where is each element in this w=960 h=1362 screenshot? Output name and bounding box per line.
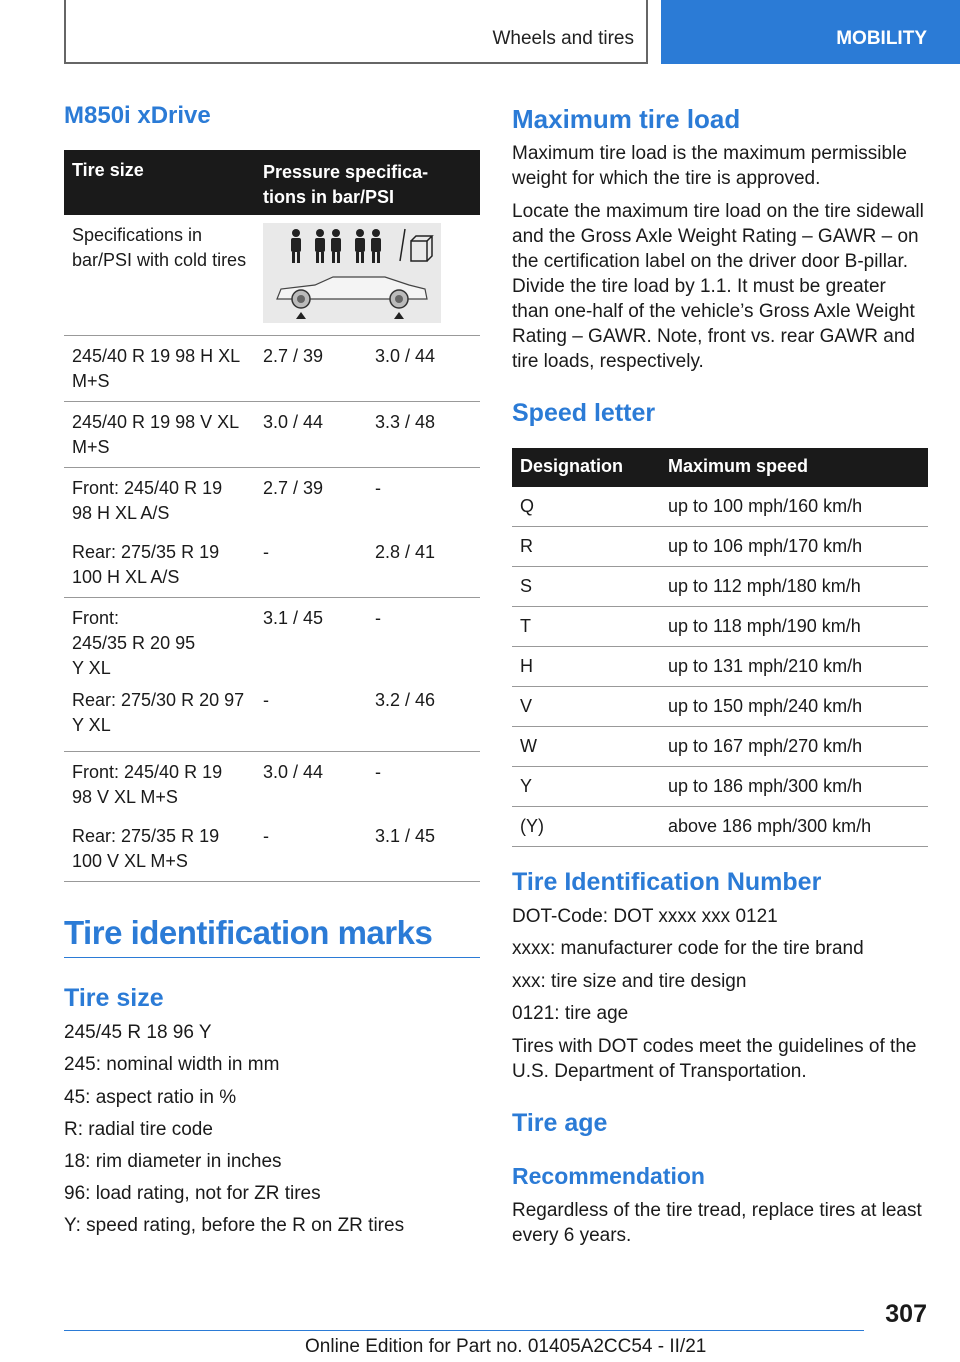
speed-table-header xyxy=(512,448,928,487)
table-row xyxy=(512,487,928,527)
cell-pressure-rear: 3.2 / 46 xyxy=(375,690,436,710)
cell-pressure-front: 2.7 / 39 xyxy=(263,478,324,498)
tire-age-heading: Tire age xyxy=(512,1109,608,1137)
cell-tire-size: Front: 245/40 R 19 98 V XL M+S xyxy=(72,762,223,807)
table-row xyxy=(512,647,928,687)
speed-table xyxy=(512,448,928,847)
cell-tire-size: Rear: 275/35 R 19 100 H XL A/S xyxy=(72,542,220,587)
table-row xyxy=(64,598,480,686)
cell-pressure-front: 3.0 / 44 xyxy=(263,412,324,432)
header-pressure-specs: Pressure specifica- tions in bar/PSI xyxy=(263,162,429,207)
vehicle-load-icon xyxy=(263,223,441,323)
page-number: 307 xyxy=(885,1300,927,1328)
tin-line: xxx: tire size and tire design xyxy=(512,971,747,992)
table-row xyxy=(64,816,480,882)
spec-label: Specifications in bar/PSI with cold tires xyxy=(72,225,247,270)
cell-pressure-rear: 3.1 / 45 xyxy=(375,826,436,846)
table-row xyxy=(64,402,480,468)
max-load-heading: Maximum tire load xyxy=(512,104,741,134)
model-title: M850i xDrive xyxy=(64,102,211,129)
cell-max-speed: up to 186 mph/300 km/h xyxy=(668,776,863,796)
cell-pressure-front: - xyxy=(263,826,269,846)
cell-pressure-front: - xyxy=(263,542,269,562)
tire-size-line: 96: load rating, not for ZR tires xyxy=(64,1183,321,1204)
table-row xyxy=(512,807,928,847)
cell-designation: V xyxy=(520,696,533,716)
tin-line: 0121: tire age xyxy=(512,1003,629,1024)
cell-pressure-front: 3.1 / 45 xyxy=(263,608,324,628)
cell-tire-size: Front: 245/40 R 19 98 H XL A/S xyxy=(72,478,223,523)
cell-tire-size: Rear: 275/35 R 19 100 V XL M+S xyxy=(72,826,220,871)
load-diagram xyxy=(263,223,441,323)
tire-marks-heading: Tire identification marks xyxy=(64,914,433,951)
tire-size-line: 245: nominal width in mm xyxy=(64,1054,280,1075)
cell-pressure-rear: - xyxy=(375,762,381,782)
cell-max-speed: up to 100 mph/160 km/h xyxy=(668,496,863,516)
tire-size-line: Y: speed rating, before the R on ZR tires xyxy=(64,1215,405,1236)
section-title: Wheels and tires xyxy=(492,28,634,49)
cell-max-speed: up to 150 mph/240 km/h xyxy=(668,696,863,716)
cell-pressure-front: - xyxy=(263,690,269,710)
chapter-title: MOBILITY xyxy=(836,28,927,49)
cell-designation: W xyxy=(520,736,537,756)
cell-pressure-rear: - xyxy=(375,478,381,498)
cell-pressure-rear: 3.3 / 48 xyxy=(375,412,436,432)
tin-paragraph: Tires with DOT codes meet the guidelines of the U.S. Department of Transportation. xyxy=(512,1036,917,1082)
table-row xyxy=(64,336,480,402)
table-row xyxy=(64,686,480,752)
table-row xyxy=(512,687,928,727)
max-load-paragraph-2: Locate the maximum tire load on the tire sidewall and the Gross Axle Weight Rating – GAWR – on the certification label on the driver door B-pillar. Divide the tire load by 1.1. It must be greater than one-half of the vehicle’s Gross Axle Weight Rating – GAWR. Note, front vs. rear GAWR and tire loads, respectively. xyxy=(512,201,924,372)
cell-designation: S xyxy=(520,576,533,596)
header-section-tab xyxy=(64,0,648,64)
cell-designation: Q xyxy=(520,496,535,516)
cell-designation: T xyxy=(520,616,531,636)
header-chapter-tab xyxy=(661,0,960,64)
table-row-spec xyxy=(64,215,480,336)
max-load-paragraph-1: Maximum tire load is the maximum permissible weight for which the tire is approved. xyxy=(512,143,907,189)
heading-rule xyxy=(64,957,480,958)
tire-size-heading: Tire size xyxy=(64,984,164,1012)
cell-designation: H xyxy=(520,656,533,676)
table-row xyxy=(64,532,480,598)
cell-pressure-rear: 3.0 / 44 xyxy=(375,346,436,366)
cell-max-speed: up to 106 mph/170 km/h xyxy=(668,536,863,556)
footer-edition: Online Edition for Part no. 01405A2CC54 - II/21 xyxy=(305,1336,707,1357)
cell-pressure-rear: - xyxy=(375,608,381,628)
cell-pressure-rear: 2.8 / 41 xyxy=(375,542,436,562)
cell-designation: Y xyxy=(520,776,533,796)
cell-pressure-front: 2.7 / 39 xyxy=(263,346,324,366)
table-row xyxy=(64,468,480,532)
cell-pressure-front: 3.0 / 44 xyxy=(263,762,324,782)
table-row xyxy=(512,527,928,567)
header-max-speed: Maximum speed xyxy=(668,456,809,476)
table-row xyxy=(512,727,928,767)
cell-max-speed: up to 118 mph/190 km/h xyxy=(668,616,861,636)
tire-size-line: 45: aspect ratio in % xyxy=(64,1087,237,1108)
cell-tire-size xyxy=(72,606,247,681)
cell-max-speed: up to 167 mph/270 km/h xyxy=(668,736,863,756)
recommendation-heading: Recommendation xyxy=(512,1163,705,1189)
footer-rule xyxy=(64,1330,864,1331)
cell-max-speed: up to 112 mph/180 km/h xyxy=(668,576,861,596)
pressure-table-header xyxy=(64,150,480,215)
table-row xyxy=(512,567,928,607)
cell-tire-size-text: Front: 245/35 R 20 95 Y XL xyxy=(72,608,196,678)
table-row xyxy=(512,767,928,807)
table-row xyxy=(64,752,480,816)
tire-size-line: R: radial tire code xyxy=(64,1119,213,1140)
cell-tire-size: Rear: 275/30 R 20 97 Y XL xyxy=(72,690,245,735)
cell-max-speed: above 186 mph/300 km/h xyxy=(668,816,872,836)
tire-size-line: 245/45 R 18 96 Y xyxy=(64,1022,212,1043)
speed-letter-heading: Speed letter xyxy=(512,399,656,427)
table-row xyxy=(512,607,928,647)
tin-line: DOT-Code: DOT xxxx xxx 0121 xyxy=(512,906,778,927)
tire-size-line: 18: rim diameter in inches xyxy=(64,1151,282,1172)
cell-tire-size: 245/40 R 19 98 V XL M+S xyxy=(72,412,239,457)
cell-tire-size: 245/40 R 19 98 H XL M+S xyxy=(72,346,240,391)
header-tire-size: Tire size xyxy=(72,160,144,180)
cell-max-speed: up to 131 mph/210 km/h xyxy=(668,656,863,676)
recommendation-text: Regardless of the tire tread, replace tires at least every 6 years. xyxy=(512,1200,922,1246)
tin-line: xxxx: manufacturer code for the tire brand xyxy=(512,938,864,959)
cell-designation: (Y) xyxy=(520,816,544,836)
header-designation: Designation xyxy=(520,456,624,476)
tin-heading: Tire Identification Number xyxy=(512,868,822,896)
pressure-table xyxy=(64,150,480,882)
cell-designation: R xyxy=(520,536,533,556)
